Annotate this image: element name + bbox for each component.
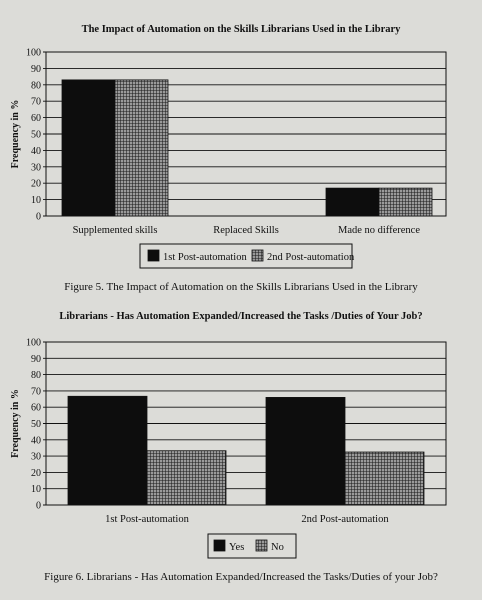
chart1-ytick-label: 90 <box>31 63 41 75</box>
chart2-caption: Figure 6. Librarians - Has Automation Expanded/Increased the Tasks/Duties of your Job? <box>44 571 438 583</box>
chart1-legend-label: 2nd Post-automation <box>267 252 355 263</box>
chart2-ytick-label: 20 <box>31 467 41 479</box>
chart2-bar-series1 <box>266 397 345 505</box>
chart2-bar-series2 <box>147 451 226 505</box>
chart1-ytick-label: 60 <box>31 113 41 125</box>
chart2-ytick-label: 50 <box>31 419 41 430</box>
chart2-legend-label: No <box>271 542 284 553</box>
chart1-ytick-label: 40 <box>31 145 41 157</box>
chart2-ytick-label: 80 <box>31 370 41 382</box>
chart2-category-label: 1st Post-automation <box>105 514 189 525</box>
chart1-ytick-label: 20 <box>31 178 41 190</box>
chart1-ytick-label: 80 <box>31 80 41 92</box>
chart1-ytick-label: 10 <box>31 195 41 207</box>
chart2-category-label: 2nd Post-automation <box>301 514 389 525</box>
chart2-legend-swatch <box>256 540 267 551</box>
chart1-caption: Figure 5. The Impact of Automation on the Skills Librarians Used in the Library <box>64 281 418 293</box>
chart1-category-label: Made no difference <box>337 225 421 236</box>
chart2-ytick-label: 70 <box>31 386 41 398</box>
chart1-ytick-label: 100 <box>26 47 41 59</box>
chart2-title: Librarians - Has Automation Expanded/Increased the Tasks /Duties of Your Job? <box>59 311 423 322</box>
chart2-bar-series1 <box>68 396 147 505</box>
chart1-category-label: Replaced Skills <box>213 225 279 236</box>
chart1-ytick-label: 50 <box>31 129 41 141</box>
chart1-ylabel: Frequency in % <box>10 99 21 169</box>
chart2-ytick-label: 60 <box>31 402 41 414</box>
chart2-ytick-label: 90 <box>31 353 41 365</box>
chart2-ytick-label: 0 <box>36 500 41 512</box>
chart1-legend-label: 1st Post-automation <box>163 252 247 263</box>
chart2-legend-swatch <box>214 540 225 551</box>
chart2-ytick-label: 30 <box>31 451 41 463</box>
chart1-ytick-label: 70 <box>31 96 41 108</box>
chart2-ytick-label: 40 <box>31 435 41 447</box>
chart1-ytick-label: 30 <box>31 162 41 174</box>
chart2-legend-label: Yes <box>229 542 245 553</box>
chart2-ytick-label: 10 <box>31 484 41 496</box>
chart1-title: The Impact of Automation on the Skills Librarians Used in the Library <box>81 24 401 35</box>
chart2-ylabel: Frequency in % <box>10 389 21 458</box>
chart1-category-label: Supplemented skills <box>72 225 158 236</box>
chart2-bar-series2 <box>345 452 424 505</box>
chart1-ytick-label: 0 <box>36 211 41 223</box>
chart2-ytick-label: 100 <box>26 337 41 349</box>
